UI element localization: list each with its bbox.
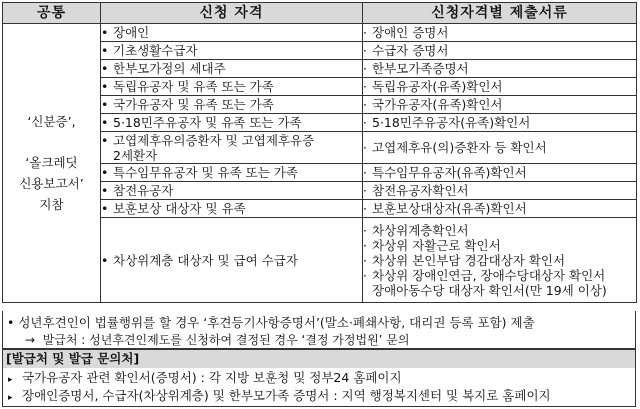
list-item: · 차상위 본인부담 경감대상자 확인서 [363,252,566,268]
header-qualification: 신청 자격 [101,3,363,24]
list-item: 장애아동수당 대상자 확인서(만 19세 이상) [372,282,607,298]
document-cell: · 참전유공자확인서 [363,182,637,200]
qualification-cell: • 한부모가정의 세대주 [101,60,363,78]
issuance-info-box [2,349,636,407]
document-cell: · 5·18민주유공자(유족)확인서 [363,114,637,132]
document-cell: · 국가유공자(유족)확인서 [363,96,637,114]
common-doc-line: 신용보고서’ [19,176,84,191]
qualification-cell: • 특수임무유공자 및 유족 또는 가족 [101,164,363,182]
issuance-line: ▸ 국가유공자 관련 확인서(증명서) : 각 지방 보훈청 및 정부24 홈페이지 [8,369,402,389]
qualification-cell: • 고엽제후유의증환자 및 고엽제후유증 2세환자 [101,132,363,164]
triangle-bullet-icon: ▸ [8,393,13,403]
document-cell: · 수급자 증명서 [363,42,637,60]
document-cell: · 독립유공자(유족)확인서 [363,78,637,96]
document-list [363,223,636,298]
qualification-cell: • 국가유공자 및 유족 또는 가족 [101,96,363,114]
table-row [3,24,637,42]
arrow-icon: → [25,333,36,347]
document-cell: · 고엽제후유(의)증환자 등 확인서 [363,132,637,164]
table-header-row [3,3,637,24]
header-documents: 신청자격별 제출서류 [363,3,637,24]
qualification-table [2,2,637,303]
note-line: → 발급처 : 성년후견인제도를 신청하여 결정된 경우 ‘결정 가정법원’ 문의 [25,333,410,347]
triangle-bullet-icon: ▸ [8,375,13,385]
qualification-cell: • 차상위계층 대상자 및 급여 수급자 [101,218,363,303]
qualification-cell: • 기초생활수급자 [101,42,363,60]
common-doc-line: 지참 [39,197,64,212]
note-line: • 성년후견인이 법률행위를 할 경우 ‘후견등기사항증명서’(말소·폐쇄사항, 대리권 등록 포함) 제출 [7,315,535,330]
common-doc-line: ‘올크레딧 [25,155,78,170]
issuance-title: [발급처 및 발급 문의처] [3,350,635,368]
common-documents-cell [3,24,101,303]
qualification-cell: • 보훈보상 대상자 및 유족 [101,200,363,218]
guardian-note [2,311,636,349]
common-doc-line: ‘신분증’, [27,114,76,129]
header-common: 공통 [3,3,101,24]
list-item: · 차상위 장애인연금, 장애수당대상자 확인서 [363,267,606,283]
document-cell: · 장애인 증명서 [363,24,637,42]
qualification-cell: • 참전유공자 [101,182,363,200]
list-item: · 차상위 자활근로 확인서 [363,237,501,253]
qualification-cell: • 5·18민주유공자 및 유족 또는 가족 [101,114,363,132]
document-cell: · 보훈보상대상자(유족)확인서 [363,200,637,218]
document-cell: · 특수임무유공자(유족)확인서 [363,164,637,182]
document-cell [363,218,637,303]
issuance-line: ▸ 장애인증명서, 수급자(차상위계층) 및 한부모가족 증명서 : 지역 행정복지센터 및 복지로 홈페이지 [8,387,551,407]
qualification-cell: • 독립유공자 및 유족 또는 가족 [101,78,363,96]
document-cell: · 한부모가족증명서 [363,60,637,78]
qualification-cell: • 장애인 [101,24,363,42]
list-item: · 차상위계층확인서 [363,222,469,238]
